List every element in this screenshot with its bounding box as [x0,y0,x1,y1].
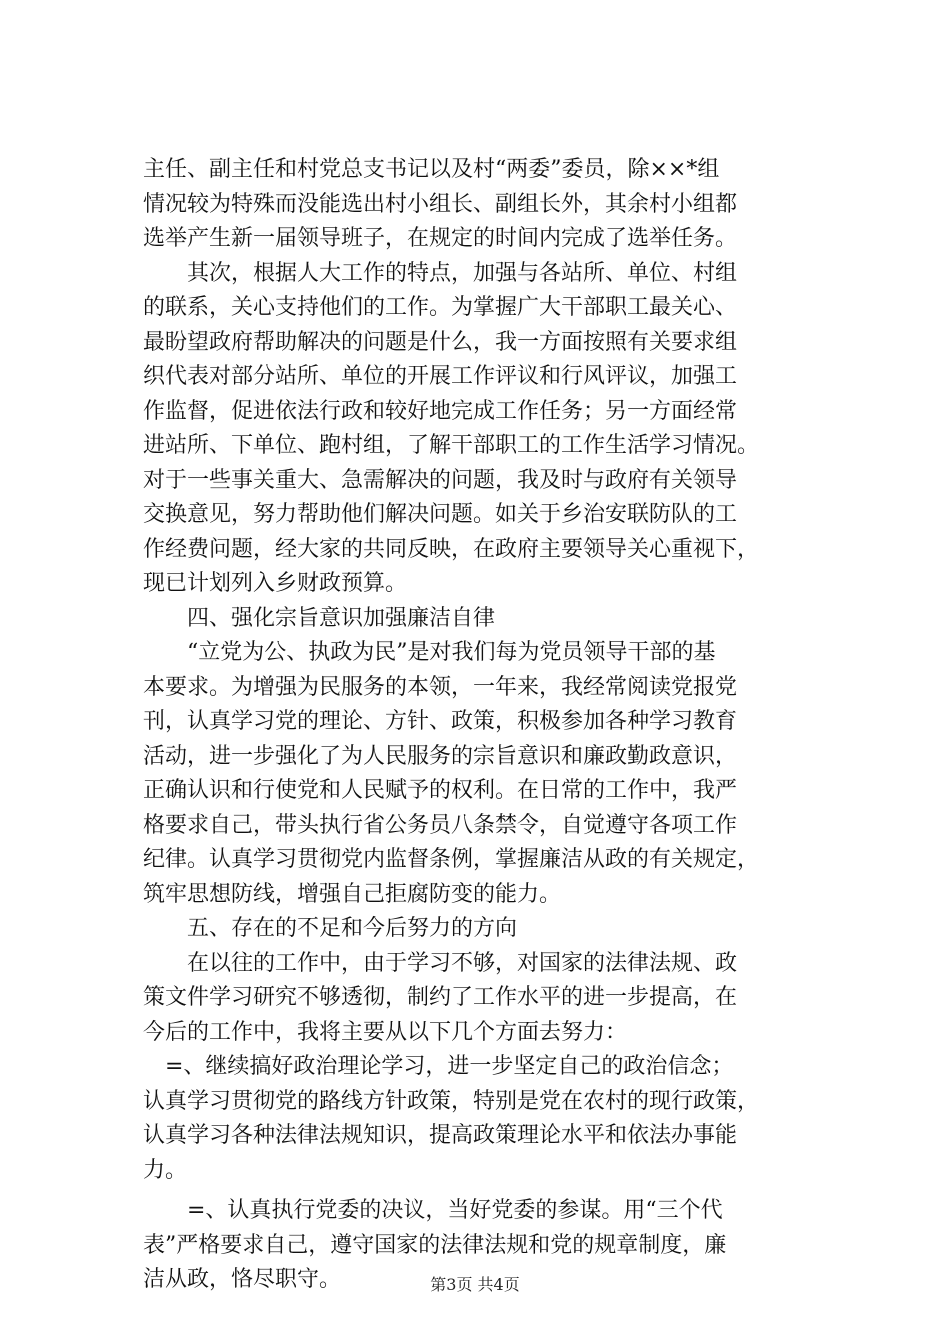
text-line: =、认真执行党委的决议，当好党委的参谋。用“三个代 [143,1198,723,1223]
page-footer: 第3页 共4页 [430,1275,520,1294]
text-line: =、继续搞好政治理论学习，进一步坚定自己的政治信念； [143,1054,734,1079]
text-line: 对于一些事关重大、急需解决的问题，我及时与政府有关领导 [143,467,738,493]
text-line: 四、强化宗旨意识加强廉洁自律 [143,605,496,631]
text-line: 作经费问题，经大家的共同反映，在政府主要领导关心重视下， [143,536,760,562]
text-line: 正确认识和行使党和人民赋予的权利。在日常的工作中，我严 [143,778,738,803]
text-line: 格要求自己，带头执行省公务员八条禁令，自觉遵守各项工作 [143,812,738,838]
text-line: 纪律。认真学习贯彻党内监督条例，掌握廉洁从政的有关规定， [143,847,760,872]
text-line: 筑牢思想防线，增强自己拒腐防变的能力。 [143,881,562,907]
text-line: 在以往的工作中，由于学习不够，对国家的法律法规、政 [143,950,738,976]
text-line: 选举产生新一届领导班子，在规定的时间内完成了选举任务。 [143,226,738,251]
text-line: 情况较为特殊而没能选出村小组长、副组长外，其余村小组都 [143,191,738,217]
text-line: 其次，根据人大工作的特点，加强与各站所、单位、村组 [143,260,738,286]
text-line: 洁从政，恪尽职守。 [143,1267,342,1292]
text-line: 今后的工作中，我将主要从以下几个方面去努力： [143,1019,628,1045]
text-line: 表”严格要求自己，遵守国家的法律法规和党的规章制度，廉 [143,1232,727,1258]
text-line: 现已计划列入乡财政预算。 [143,571,408,596]
text-line: 活动，进一步强化了为人民服务的宗旨意识和廉政勤政意识， [143,743,738,769]
text-line: 认真学习各种法律法规知识，提高政策理论水平和依法办事能 [143,1123,738,1148]
text-line: 主任、副主任和村党总支书记以及村“两委”委员，除××*组 [143,157,720,182]
text-line: 作监督，促进依法行政和较好地完成工作任务；另一方面经常 [143,398,738,424]
text-line: 认真学习贯彻党的路线方针政策，特别是党在农村的现行政策， [143,1088,760,1114]
text-line: 最盼望政府帮助解决的问题是什么，我一方面按照有关要求组 [143,329,738,355]
text-line: 力。 [143,1157,188,1183]
text-line: 的联系，关心支持他们的工作。为掌握广大干部职工最关心、 [143,295,738,320]
document-body [143,153,843,1298]
text-line: 刊，认真学习党的理论、方针、政策，积极参加各种学习教育 [143,709,738,734]
text-line: 五、存在的不足和今后努力的方向 [143,916,518,941]
text-line: “立党为公、执政为民”是对我们每为党员领导干部的基 [143,640,716,665]
text-line: 交换意见，努力帮助他们解决问题。如关于乡治安联防队的工 [143,502,738,527]
text-line: 策文件学习研究不够透彻，制约了工作水平的进一步提高，在 [143,985,738,1010]
text-line: 本要求。为增强为民服务的本领，一年来，我经常阅读党报党 [143,674,738,700]
text-line: 进站所、下单位、跑村组，了解干部职工的工作生活学习情况。 [143,433,760,458]
text-line: 织代表对部分站所、单位的开展工作评议和行风评议，加强工 [143,364,738,389]
